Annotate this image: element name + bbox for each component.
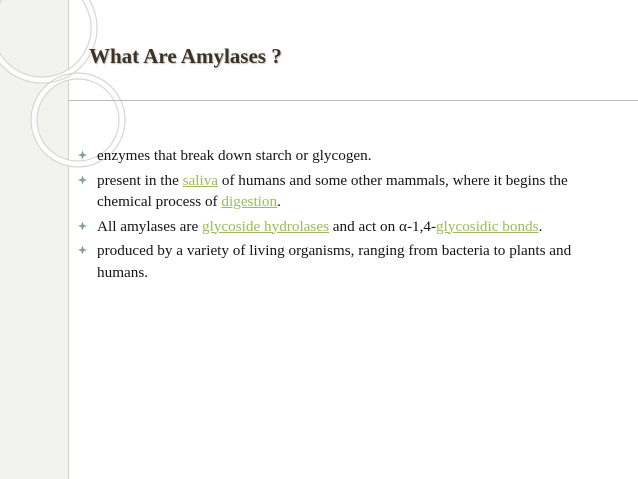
bullet-icon: [78, 221, 87, 231]
bullet-item: [78, 216, 626, 238]
glossary-link[interactable]: saliva: [182, 171, 219, 189]
bullet-text: .: [538, 217, 543, 235]
bullet-item: [78, 145, 626, 167]
bullet-text: .: [277, 193, 281, 210]
bullet-text: All amylases are: [97, 217, 203, 235]
bullet-text: and act on α-1,4-: [328, 217, 437, 235]
bullet-text: enzymes that break down starch or glycogen.: [97, 147, 372, 164]
title-divider: [68, 100, 638, 101]
bullet-item: [78, 240, 626, 283]
glossary-link[interactable]: digestion: [221, 193, 278, 210]
slide-title: What Are Amylases ?: [89, 44, 282, 68]
glossary-link[interactable]: glycoside hydrolases: [202, 217, 329, 235]
bullet-item: [78, 170, 626, 213]
bullet-icon: [78, 150, 87, 160]
bullet-icon: [78, 175, 87, 185]
bullet-icon: [78, 245, 87, 255]
bullet-text: present in the: [97, 171, 183, 189]
bullet-list: [78, 145, 626, 286]
glossary-link[interactable]: glycosidic bonds: [436, 217, 539, 235]
bullet-text: of humans and some other mammals, where it begins the chemical process of: [97, 171, 568, 210]
bullet-text: produced by a variety of living organisms, ranging from bacteria to plants and humans.: [97, 242, 572, 281]
